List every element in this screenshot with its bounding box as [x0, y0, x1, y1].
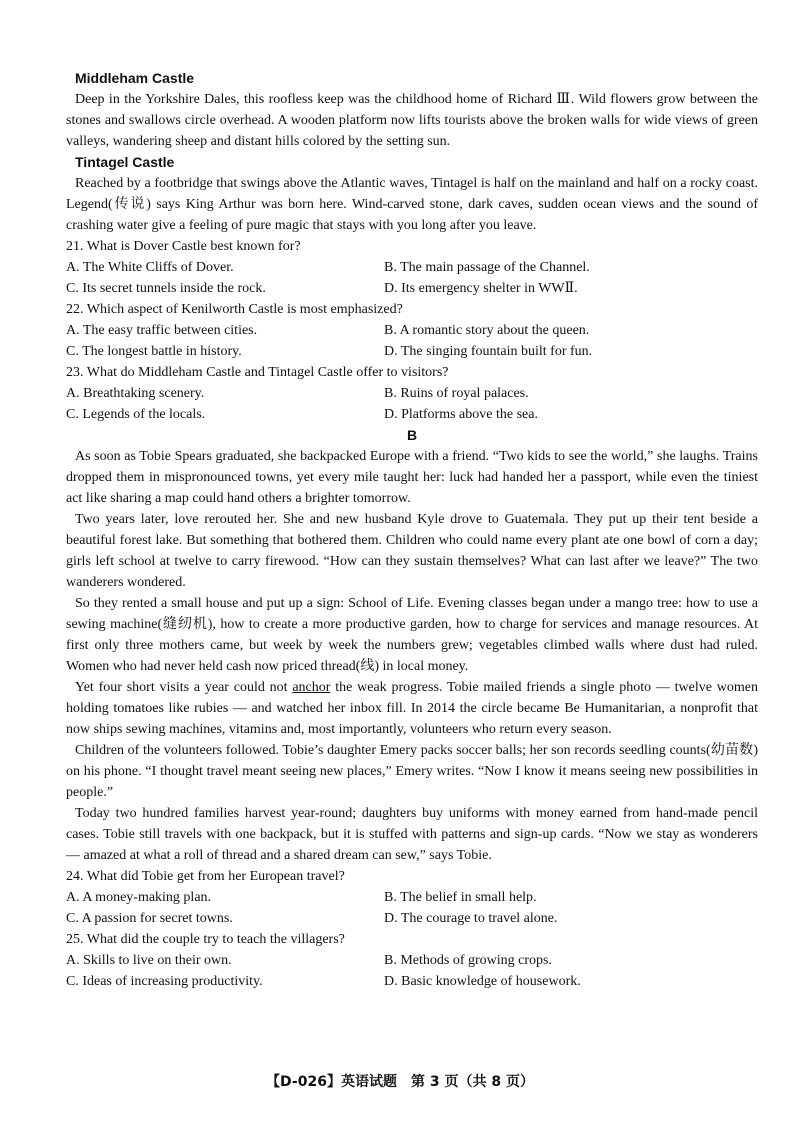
option-d: D. Its emergency shelter in WWⅡ.: [384, 281, 578, 296]
question-stem: 24. What did Tobie get from her European travel?: [66, 869, 345, 884]
question-stem: 22. Which aspect of Kenilworth Castle is most emphasized?: [66, 302, 403, 317]
option-b: B. A romantic story about the queen.: [384, 323, 590, 338]
middleham-paragraph: Deep in the Yorkshire Dales, this roofless keep was the childhood home of Richard Ⅲ. Wild flowers grow between the stones and swallows circle overhead. A wooden platform now lifts tourists above the broken walls for wide views of green valleys, wandering sheep and distant hills colored by the setting sun.: [66, 92, 758, 149]
option-b: B. Ruins of royal palaces.: [384, 386, 529, 401]
option-c: C. Its secret tunnels inside the rock.: [66, 281, 266, 296]
tintagel-paragraph: Reached by a footbridge that swings above the Atlantic waves, Tintagel is half on the mainland and half on a rocky coast. Legend(传说) says King Arthur was born here. Wind-carved stone, dark caves, sudden ocean views and the sound of crashing water give a feeling of pure magic that stays with you long after you leave.: [66, 176, 758, 233]
passage-b-paragraph-5: Children of the volunteers followed. Tobie’s daughter Emery packs soccer balls; her son records seedling counts(幼苗数) on his phone. “I thought travel meant seeing new places,” Emery writes. “Now I know it means seeing new possibilities in people.”: [66, 743, 758, 800]
exam-page: [66, 68, 758, 992]
option-a: A. Breathtaking scenery.: [66, 386, 205, 401]
middleham-heading: Middleham Castle: [75, 70, 195, 86]
paragraph-text: Yet four short visits a year could not: [75, 680, 293, 695]
question-21: [66, 236, 758, 299]
option-c: C. Legends of the locals.: [66, 407, 206, 422]
option-c: C. The longest battle in history.: [66, 344, 242, 359]
page-footer: 【D-026】英语试题 第 3 页（共 8 页）: [266, 1074, 534, 1090]
section-b-label: B: [406, 427, 418, 443]
tintagel-heading: Tintagel Castle: [75, 154, 175, 170]
option-c: C. Ideas of increasing productivity.: [66, 974, 263, 989]
question-stem: 21. What is Dover Castle best known for?: [66, 239, 301, 254]
passage-b-paragraph-4: [66, 677, 758, 740]
passage-b-paragraph-3: So they rented a small house and put up a sign: School of Life. Evening classes began under a mango tree: how to use a sewing machine(缝纫机), how to create a more productive garden, how to charge for services and manage resources. At first only three mothers came, but week by week the numbers grew; vegetables climbed walls where dust had ruled. Women who had never held cash now priced thread(线) in local money.: [66, 596, 758, 674]
option-a: A. The easy traffic between cities.: [66, 323, 258, 338]
option-a: A. Skills to live on their own.: [66, 953, 232, 968]
question-23: [66, 362, 758, 425]
option-b: B. The belief in small help.: [384, 890, 537, 905]
question-stem: 25. What did the couple try to teach the villagers?: [66, 932, 345, 947]
option-a: A. The White Cliffs of Dover.: [66, 260, 234, 275]
question-24: [66, 866, 758, 929]
underlined-word: anchor: [292, 680, 331, 695]
option-b: B. The main passage of the Channel.: [384, 260, 590, 275]
passage-b-paragraph-1: As soon as Tobie Spears graduated, she backpacked Europe with a friend. “Two kids to see the world,” she laughs. Trains dropped them in mispronounced towns, yet every mile taught her: luck had handed her a passport, while even the tiniest act like sharing a map could hand others a brighter tomorrow.: [66, 449, 758, 506]
question-stem: 23. What do Middleham Castle and Tintagel Castle offer to visitors?: [66, 365, 449, 380]
option-a: A. A money-making plan.: [66, 890, 212, 905]
option-d: D. Platforms above the sea.: [384, 407, 538, 422]
option-b: B. Methods of growing crops.: [384, 953, 552, 968]
question-22: [66, 299, 758, 362]
option-d: D. The courage to travel alone.: [384, 911, 558, 926]
option-d: D. The singing fountain built for fun.: [384, 344, 593, 359]
option-d: D. Basic knowledge of housework.: [384, 974, 581, 989]
option-c: C. A passion for secret towns.: [66, 911, 233, 926]
paragraph-text: the weak progress. Tobie mailed friends a single photo — twelve women holding tomatoes like rubies — and watched her inbox fill. In 2014 the circle became Be Humanitarian, a nonprofit that now ships sewing machines, vitamins and, most importantly, volunteers who return every season.: [66, 680, 758, 737]
passage-b-paragraph-2: Two years later, love rerouted her. She and new husband Kyle drove to Guatemala. They put up their tent beside a beautiful forest lake. But something that bothered them. Children who could name every plant ate one bowl of corn a day; girls left school at twelve to carry firewood. “How can they sustain themselves? What can last after we leave?” The two wanderers wondered.: [66, 512, 758, 590]
passage-b-paragraph-6: Today two hundred families harvest year-round; daughters buy uniforms with money earned from hand-made pencil cases. Tobie still travels with one backpack, but it is stuffed with patterns and sign-up cards. “Now we stay as wonderers — amazed at what a roll of thread and a shared dream can sew,” says Tobie.: [66, 806, 758, 863]
question-25: [66, 929, 758, 992]
